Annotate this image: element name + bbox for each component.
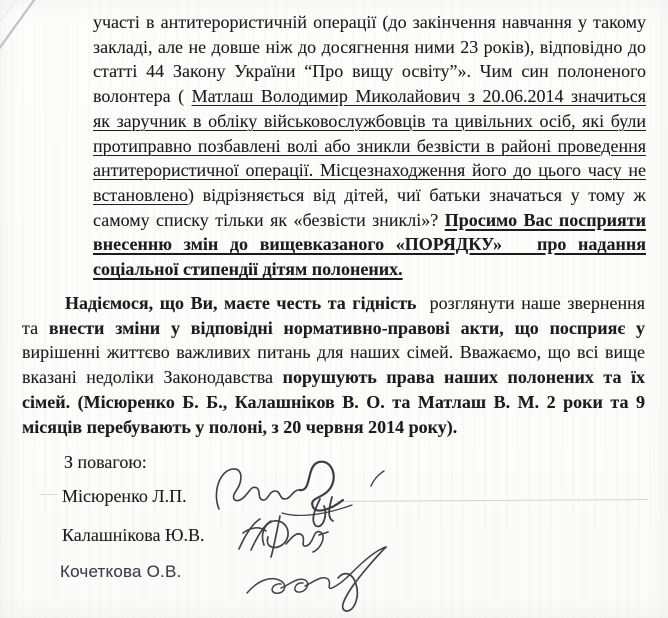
text-line	[93, 257, 646, 282]
text-segment: розглянути наше звернення	[416, 293, 646, 313]
paragraph-continuation	[93, 10, 646, 282]
signature-kochetkova	[247, 547, 386, 611]
text-segment: як заручник в обліку військовослужбовців та цивільних осіб, які були	[93, 110, 646, 131]
text-segment: місяців перебувають у полоні, з 20 червня 2014 року).	[22, 416, 458, 437]
text-segment: протиправно позбавлені волі або зникли безвісти в районі проведення	[93, 135, 646, 156]
text-line	[22, 340, 645, 365]
ink-tick-mark	[371, 471, 384, 486]
text-line	[93, 109, 646, 134]
signer-name-kalashnikova: Калашнікова Ю.В.	[62, 525, 205, 545]
text-segment: Просимо Вас посприяти	[444, 209, 646, 230]
text-segment: волонтера (	[93, 86, 192, 107]
signer-name-kochetkova: Кочеткова О.В.	[60, 562, 182, 581]
text-line	[93, 183, 646, 208]
text-line	[22, 291, 645, 316]
text-line	[93, 59, 646, 84]
text-segment: вирішенні життєво важливих питань для наших сімей. Вважаємо, що всі вище	[22, 342, 645, 363]
scan-artifact-line-left	[40, 494, 58, 495]
text-line	[22, 365, 645, 390]
text-segment: антитерористичної операції. Місцезнаходження його до цього часу не	[93, 160, 646, 181]
text-segment: сімей. (Місюренко Б. Б., Калашніков В. О. та Матлаш В. М. 2 роки та 9	[22, 391, 645, 412]
text-line	[93, 10, 646, 35]
text-segment: внесенню змін до вищевказаного «ПОРЯДКУ» про надання	[93, 234, 646, 255]
salutation: З повагою:	[64, 452, 147, 472]
text-line	[22, 316, 645, 341]
text-segment: порушують права наших полонених та їх	[282, 367, 645, 388]
paragraph-appeal	[22, 291, 645, 439]
scan-artifact-diagonal	[0, 0, 37, 53]
text-line	[93, 35, 646, 60]
text-segment: та	[22, 317, 49, 338]
text-segment: встановлено	[93, 184, 188, 205]
text-segment: соціальної стипендії дітям полонених.	[93, 259, 403, 280]
scan-artifact-line	[336, 499, 648, 502]
text-segment: Надіємося, що Ви, маєте честь та гідність	[65, 293, 417, 313]
text-segment: внести зміни у відповідні нормативно-правові акти, що посприяє у	[48, 317, 645, 338]
text-line	[93, 84, 646, 109]
text-segment: закладі, але не довше ніж до досягнення ними 23 років), відповідно до	[93, 36, 646, 57]
text-line	[22, 415, 645, 440]
text-line	[93, 208, 646, 233]
scan-artifact-diagonal-faint	[0, 0, 20, 26]
text-line	[93, 134, 646, 159]
text-segment: ) відрізняється від дітей, чиї батьки значаться у тому ж	[187, 184, 646, 205]
text-line	[93, 158, 646, 183]
text-segment: вказані недоліки Законодавства	[22, 367, 283, 388]
signature-misiurenko	[216, 462, 384, 527]
text-line	[22, 390, 645, 415]
text-segment: участі в антитерористичній операції (до закінчення навчання у такому	[93, 12, 646, 32]
text-line	[93, 232, 646, 257]
signature-kalashnikova	[239, 516, 328, 557]
text-segment: самому списку тільки як «безвісти зниклі»?	[93, 209, 445, 230]
text-segment: Матлаш Володимир Миколайович з 20.06.2014 значиться	[191, 86, 647, 107]
text-segment: статті 44 Закону України “Про вищу освіту”». Чим син полоненого	[93, 61, 646, 82]
signer-name-misiurenko: Місюренко Л.П.	[62, 486, 187, 506]
